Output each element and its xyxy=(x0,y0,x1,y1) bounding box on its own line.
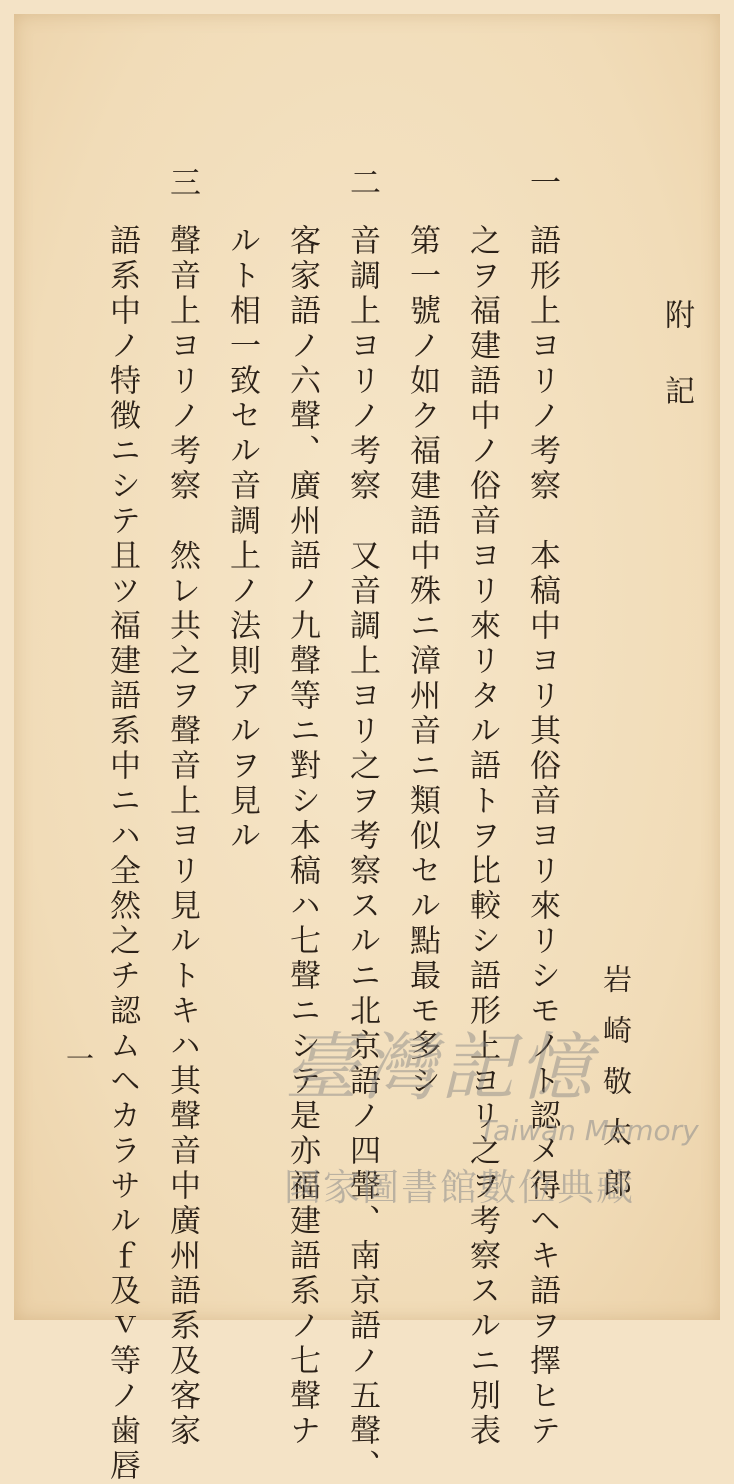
item-1-line-3: 第一號ノ如ク福建語中殊ニ漳州音ニ類似セル點最モ多シ xyxy=(404,224,440,1099)
item-3-line-2: 語系中ノ特徴ニシテ且ツ福建語系中ニハ全然之チ認ムヘカラサルｆ及ｖ等ノ歯唇 xyxy=(104,224,140,1484)
watermark-english: Taiwan Memory xyxy=(479,1114,699,1147)
item-2-line-2: 客家語ノ六聲、廣州語ノ九聲等ニ對シ本稿ハ七聲ニシテ是亦福建語系ノ七聲ナ xyxy=(284,224,320,1449)
watermark-subtitle: 國家圖書館數位典藏 xyxy=(284,1166,635,1209)
item-number-2: 二 xyxy=(344,166,380,197)
item-number-3: 三 xyxy=(164,166,200,197)
item-number-1: 一 xyxy=(524,166,560,197)
item-1-line-1: 語形上ヨリノ考察 本稿中ヨリ其俗音ヨリ來リシモノト認メ得ヘキ語ヲ擇ヒテ xyxy=(524,224,560,1449)
document-title: 附記 xyxy=(659,299,694,451)
item-2-line-3: ルト相一致セル音調上ノ法則アルヲ見ル xyxy=(224,224,260,854)
document-page xyxy=(14,14,720,1484)
item-2-line-1: 音調上ヨリノ考察 又音調上ヨリ之ヲ考察スルニ北京語ノ四聲、南京語ノ五聲、 xyxy=(344,224,380,1484)
author-name: 岩崎敬太郎 xyxy=(599,964,633,1219)
item-3-line-1: 聲音上ヨリノ考察 然レ共之ヲ聲音上ヨリ見ルトキハ其聲音中廣州語系及客家 xyxy=(164,224,200,1449)
watermark-title: 臺灣記憶 xyxy=(284,1025,596,1111)
page-number: 一 xyxy=(62,1044,95,1072)
item-1-line-2: 之ヲ福建語中ノ俗音ヨリ來リタル語トヲ比較シ語形上ヨリ之ヲ考察スルニ別表 xyxy=(464,224,500,1449)
